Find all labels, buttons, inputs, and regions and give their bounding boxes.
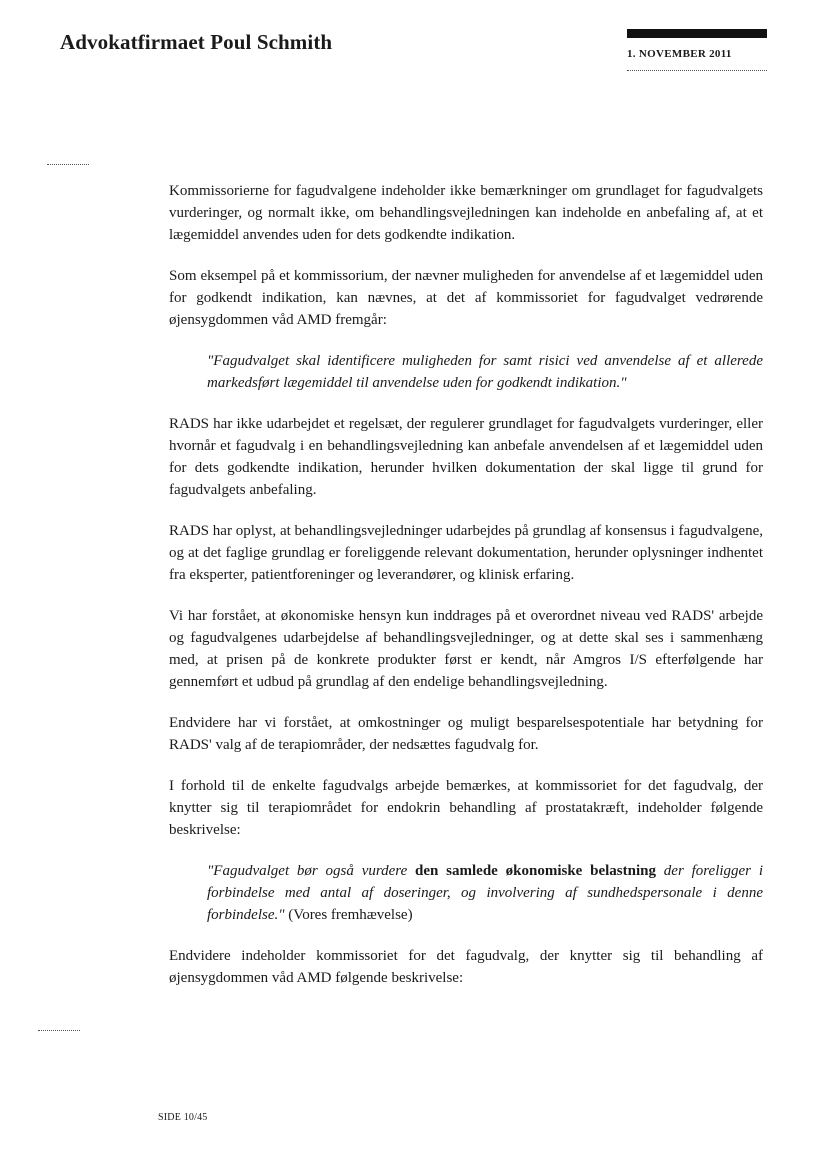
paragraph: Endvidere har vi forstået, at omkostninger og muligt besparelsespotentiale har betydning for RADS' valg af de terapiområder, der nedsættes fagudvalg for. [169, 715, 763, 753]
paragraph: Som eksempel på et kommissorium, der nævner muligheden for anvendelse af et lægemiddel uden for godkendt indikation, kan nævnes, at det af kommissoriet for fagudvalget vedrørende øjensygdommen våd AMD fremgår: [169, 268, 763, 328]
block-quote-emphasis [207, 860, 763, 926]
firm-name: Advokatfirmaet Poul Schmith [60, 30, 333, 54]
margin-mark-bottom [38, 1030, 80, 1031]
paragraph: Kommissorierne for fagudvalgene indeholder ikke bemærkninger om grundlaget for fagudvalgets vurderinger, og normalt ikke, om behandlingsvejledningen kan indeholde en anbefaling af, at et lægemiddel anvendes uden for dets godkendte indikation. [169, 183, 763, 243]
quote-text: der foreligger i forbindelse med antal af doseringer, og involvering af sundhedspersonale i denne forbindelse." [207, 863, 763, 923]
document-date: 1. NOVEMBER 2011 [627, 48, 732, 60]
margin-mark-top [47, 164, 89, 165]
paragraph: Vi har forstået, at økonomiske hensyn kun inddrages på et overordnet niveau ved RADS' arbejde og fagudvalgenes udarbejdelse af behandlingsvejledninger, og at dette skal ses i sammenhæng med, at prisen på de konkrete produkter først er kendt, når Amgros I/S efterfølgende har gennemført et udbud på grundlag af den endelige behandlingsvejledning. [169, 608, 763, 690]
paragraph: RADS har oplyst, at behandlingsvejledninger udarbejdes på grundlag af konsensus i fagudvalgene, og at det faglige grundlag er foreliggende relevant dokumentation, herunder oplysninger indhentet fra eksperter, patientforeninger og leverandører, og klinisk erfaring. [169, 523, 763, 583]
paragraph: Endvidere indeholder kommissoriet for det fagudvalg, der knytter sig til behandling af øjensygdommen våd AMD følgende beskrivelse: [169, 948, 763, 986]
date-underline [627, 70, 767, 71]
quote-text: "Fagudvalget bør også vurdere [207, 863, 416, 879]
emphasis-note: (Vores fremhævelse) [284, 907, 413, 923]
paragraph: I forhold til de enkelte fagudvalgs arbejde bemærkes, at kommissoriet for det fagudvalg, der knytter sig til terapiområdet for endokrin behandling af prostatakræft, indeholder følgende beskrivelse: [169, 778, 763, 838]
paragraph: RADS har ikke udarbejdet et regelsæt, der regulerer grundlaget for fagudvalgets vurderinger, eller hvornår et fagudvalg i en behandlingsvejledning kan anbefale anvendelsen af et lægemiddel uden for dets godkendte indikation, herunder hvilken dokumentation der skal ligge til grund for fagudvalgets anbefaling. [169, 416, 763, 498]
page-number: SIDE 10/45 [158, 1112, 208, 1123]
block-quote: "Fagudvalget skal identificere muligheden for samt risici ved anvendelse af et allerede markedsført lægemiddel til anvendelse uden for godkendt indikation." [207, 353, 763, 391]
header-bar [627, 29, 767, 38]
document-body [169, 180, 763, 1008]
quote-emphasis: den samlede økonomiske belastning [415, 863, 656, 879]
